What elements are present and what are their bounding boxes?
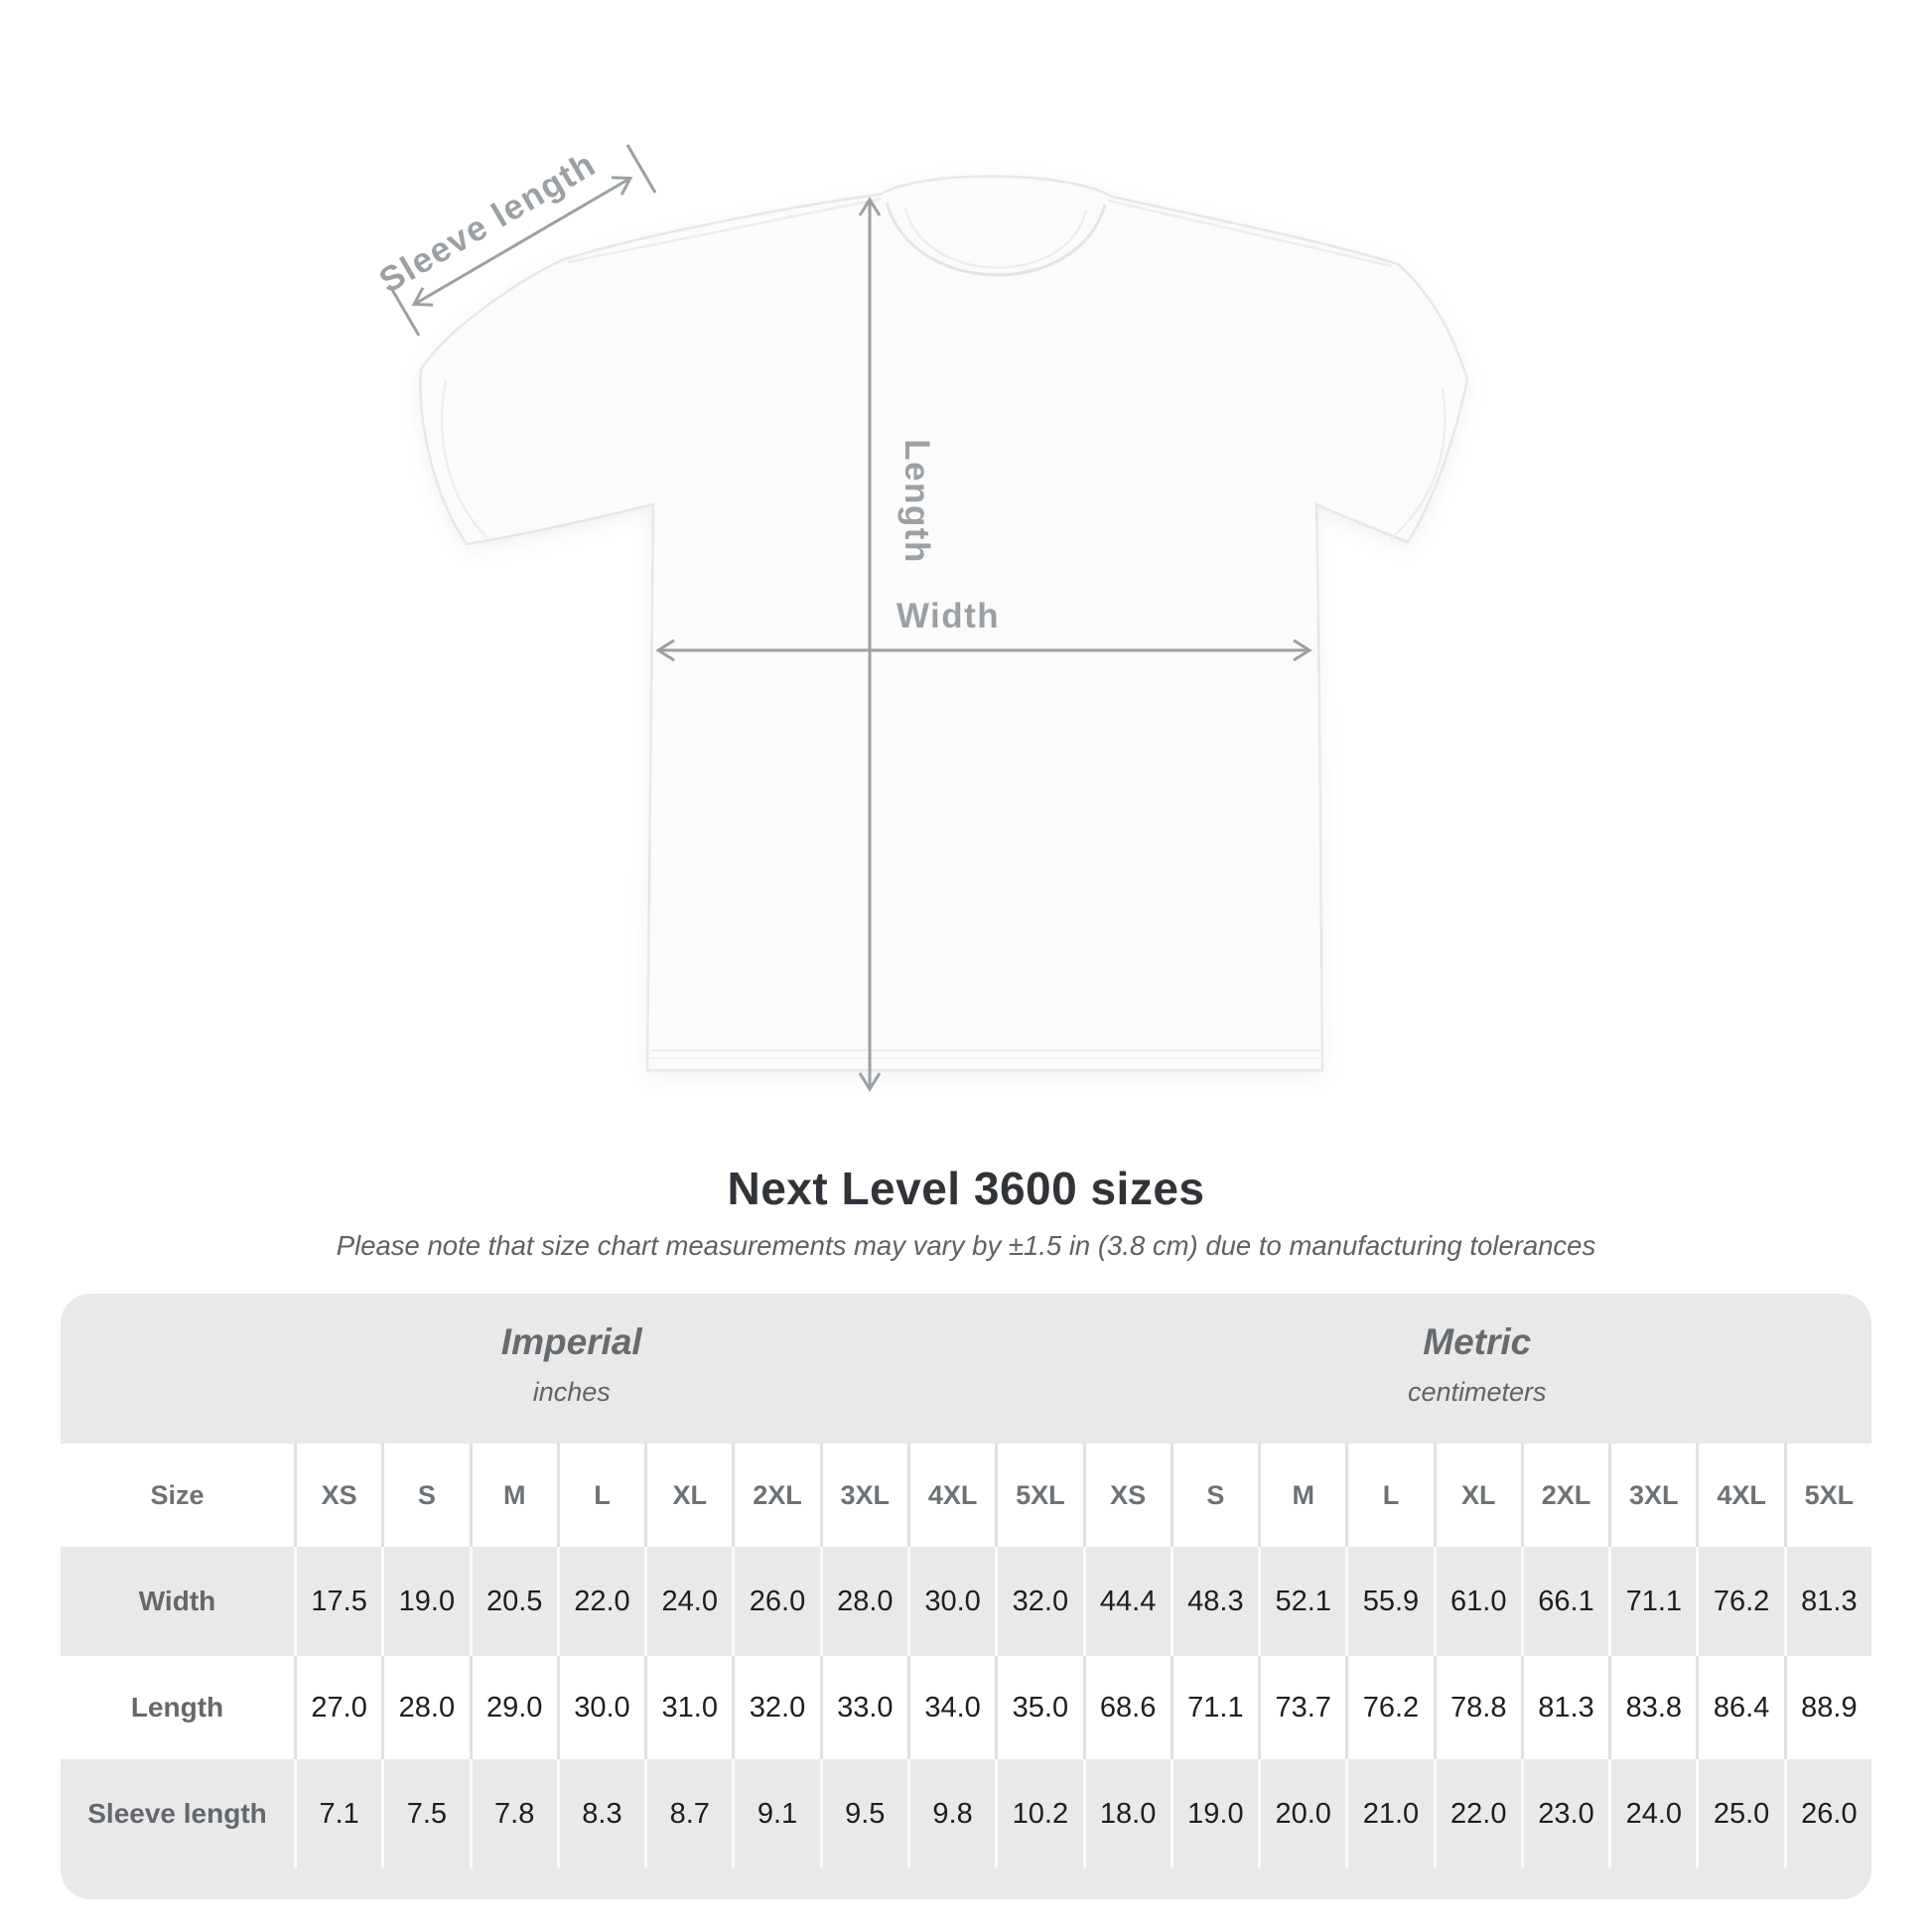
value-cell: 78.8	[1434, 1656, 1521, 1759]
imperial-label: Imperial	[500, 1321, 642, 1362]
value-cell: 17.5	[294, 1547, 381, 1656]
size-header-cell: 4XL	[907, 1444, 995, 1547]
imperial-header	[61, 1294, 1083, 1444]
size-header-cell: 2XL	[1521, 1444, 1608, 1547]
value-cell: 30.0	[557, 1656, 644, 1759]
value-cell: 48.3	[1171, 1547, 1258, 1656]
value-cell: 66.1	[1521, 1547, 1608, 1656]
value-cell: 71.1	[1608, 1547, 1696, 1656]
size-header-cell: L	[557, 1444, 644, 1547]
value-cell: 20.0	[1258, 1759, 1345, 1868]
value-cell: 28.0	[820, 1547, 907, 1656]
value-cell: 61.0	[1434, 1547, 1521, 1656]
imperial-unit: inches	[532, 1377, 611, 1407]
value-cell: 88.9	[1784, 1656, 1871, 1759]
value-cell: 71.1	[1171, 1656, 1258, 1759]
unit-header-band	[61, 1294, 1871, 1444]
value-cell: 68.6	[1083, 1656, 1171, 1759]
value-cell: 34.0	[907, 1656, 995, 1759]
size-header-cell: 3XL	[1608, 1444, 1696, 1547]
size-header-cell: M	[470, 1444, 557, 1547]
row-label: Length	[130, 1692, 224, 1723]
value-cell: 26.0	[732, 1547, 819, 1656]
value-cell: 32.0	[732, 1656, 819, 1759]
value-cell: 9.8	[907, 1759, 995, 1868]
value-cell: 9.5	[820, 1759, 907, 1868]
value-cell: 44.4	[1083, 1547, 1171, 1656]
metric-header	[1083, 1294, 1872, 1444]
value-cell: 23.0	[1521, 1759, 1608, 1868]
tolerance-note: Please note that size chart measurements may vary by ±1.5 in (3.8 cm) due to manufacturing tolerances	[336, 1230, 1596, 1261]
value-cell: 21.0	[1345, 1759, 1433, 1868]
value-cell: 7.8	[470, 1759, 557, 1868]
size-header-row	[61, 1444, 1871, 1547]
value-cell: 52.1	[1258, 1547, 1345, 1656]
value-cell: 9.1	[732, 1759, 819, 1868]
value-cell: 31.0	[644, 1656, 732, 1759]
value-cell: 18.0	[1083, 1759, 1171, 1868]
value-cell: 24.0	[1608, 1759, 1696, 1868]
page-title: Next Level 3600 sizes	[727, 1163, 1205, 1214]
value-cell: 19.0	[381, 1547, 469, 1656]
metric-label: Metric	[1423, 1321, 1532, 1362]
value-cell: 8.7	[644, 1759, 732, 1868]
width-row	[61, 1547, 1871, 1656]
value-cell: 10.2	[995, 1759, 1082, 1868]
row-label: Sleeve length	[87, 1798, 267, 1829]
corner-label: Size	[150, 1479, 205, 1510]
size-header-cell: M	[1258, 1444, 1345, 1547]
value-cell: 27.0	[294, 1656, 381, 1759]
value-cell: 28.0	[381, 1656, 469, 1759]
size-table-panel	[61, 1294, 1871, 1899]
size-header-cell: XS	[1083, 1444, 1171, 1547]
size-header-cell: XL	[1434, 1444, 1521, 1547]
row-label: Width	[138, 1586, 216, 1616]
length-label: Length	[897, 439, 936, 564]
length-row	[61, 1656, 1871, 1759]
value-cell: 33.0	[820, 1656, 907, 1759]
value-cell: 81.3	[1784, 1547, 1871, 1656]
value-cell: 35.0	[995, 1656, 1082, 1759]
value-cell: 76.2	[1345, 1656, 1433, 1759]
value-cell: 32.0	[995, 1547, 1082, 1656]
metric-unit: centimeters	[1407, 1377, 1547, 1407]
value-cell: 30.0	[907, 1547, 995, 1656]
panel-bottom-spacer	[61, 1868, 1871, 1893]
value-cell: 26.0	[1784, 1759, 1871, 1868]
value-cell: 81.3	[1521, 1656, 1608, 1759]
value-cell: 73.7	[1258, 1656, 1345, 1759]
size-header-cell: S	[1171, 1444, 1258, 1547]
size-header-cell: XS	[294, 1444, 381, 1547]
size-header-cell: L	[1345, 1444, 1433, 1547]
size-header-cell: XL	[644, 1444, 732, 1547]
value-cell: 7.5	[381, 1759, 469, 1868]
size-header-cell: 5XL	[1784, 1444, 1871, 1547]
size-header-cell: 2XL	[732, 1444, 819, 1547]
value-cell: 83.8	[1608, 1656, 1696, 1759]
value-cell: 25.0	[1696, 1759, 1783, 1868]
value-cell: 8.3	[557, 1759, 644, 1868]
value-cell: 24.0	[644, 1547, 732, 1656]
size-header-cell: 5XL	[995, 1444, 1082, 1547]
size-header-cell: 3XL	[820, 1444, 907, 1547]
value-cell: 29.0	[470, 1656, 557, 1759]
value-cell: 19.0	[1171, 1759, 1258, 1868]
sleeve-length-row	[61, 1759, 1871, 1868]
value-cell: 20.5	[470, 1547, 557, 1656]
value-cell: 7.1	[294, 1759, 381, 1868]
sleeve-arrow-end-tick	[627, 145, 655, 193]
value-cell: 22.0	[557, 1547, 644, 1656]
sleeve-length-label: Sleeve length	[372, 144, 603, 301]
size-header-cell: S	[381, 1444, 469, 1547]
value-cell: 55.9	[1345, 1547, 1433, 1656]
value-cell: 22.0	[1434, 1759, 1521, 1868]
value-cell: 86.4	[1696, 1656, 1783, 1759]
size-header-cell: 4XL	[1696, 1444, 1783, 1547]
heading-block	[0, 1162, 1932, 1262]
width-label: Width	[896, 597, 1001, 635]
value-cell: 76.2	[1696, 1547, 1783, 1656]
